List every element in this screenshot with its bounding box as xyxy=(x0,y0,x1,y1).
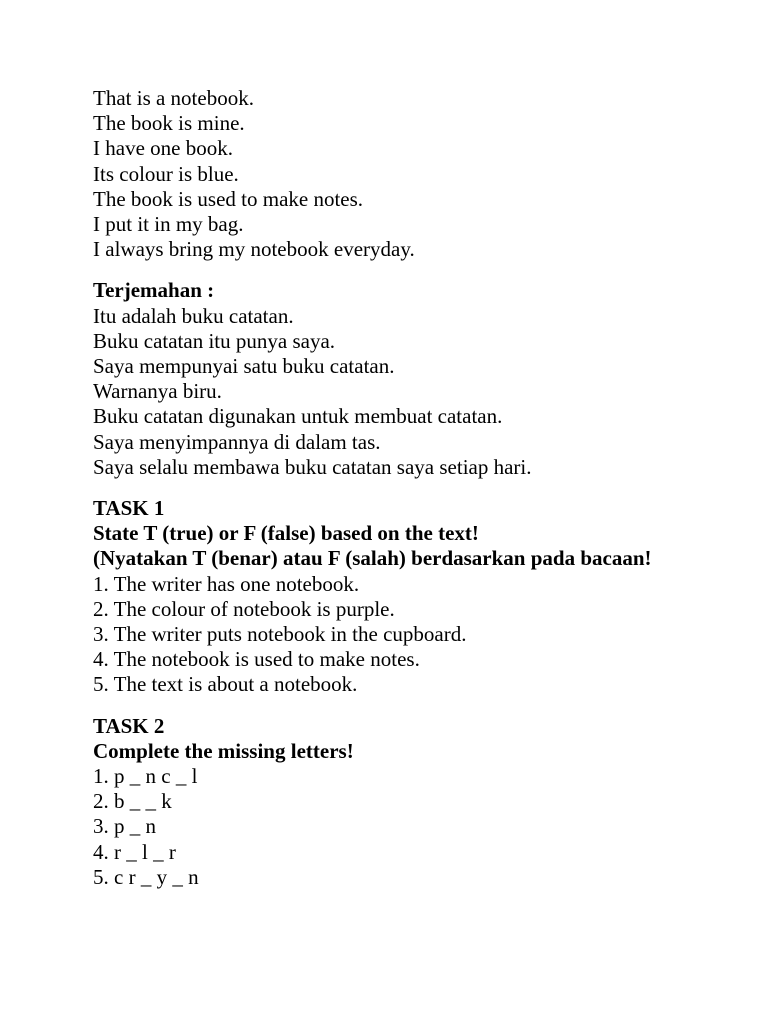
translation-heading: Terjemahan : xyxy=(93,278,215,303)
reading-text xyxy=(93,86,693,262)
task2-item: 3. p _ n xyxy=(93,814,156,839)
task2-section xyxy=(93,714,693,890)
task1-item: 4. The notebook is used to make notes. xyxy=(93,647,420,672)
task1-item: 3. The writer puts notebook in the cupboard. xyxy=(93,622,467,647)
reading-line: The book is used to make notes. xyxy=(93,186,364,211)
task1-item: 2. The colour of notebook is purple. xyxy=(93,596,395,621)
task1-instruction-translation: (Nyatakan T (benar) atau F (salah) berdasarkan pada bacaan! xyxy=(93,546,652,571)
task2-item: 2. b _ _ k xyxy=(93,789,172,814)
reading-line: I always bring my notebook everyday. xyxy=(93,237,415,262)
task1-item: 5. The text is about a notebook. xyxy=(93,672,358,697)
translation-section xyxy=(93,278,693,480)
translation-line: Itu adalah buku catatan. xyxy=(93,303,294,328)
task1-item: 1. The writer has one notebook. xyxy=(93,571,360,596)
translation-line: Saya mempunyai satu buku catatan. xyxy=(93,354,395,379)
task1-section xyxy=(93,496,693,698)
task1-title: TASK 1 xyxy=(93,496,165,521)
translation-line: Warnanya biru. xyxy=(93,379,222,404)
reading-line: I have one book. xyxy=(93,136,233,161)
reading-line: I put it in my bag. xyxy=(93,212,244,237)
translation-line: Saya menyimpannya di dalam tas. xyxy=(93,429,381,454)
reading-line: Its colour is blue. xyxy=(93,161,239,186)
task1-instruction: State T (true) or F (false) based on the text! xyxy=(93,521,479,546)
reading-line: That is a notebook. xyxy=(93,86,254,110)
task2-title: TASK 2 xyxy=(93,713,165,738)
document-page xyxy=(93,86,693,890)
section-gap xyxy=(93,698,693,714)
translation-line: Buku catatan itu punya saya. xyxy=(93,328,336,353)
task2-instruction: Complete the missing letters! xyxy=(93,738,354,763)
task2-item: 1. p _ n c _ l xyxy=(93,764,198,789)
task2-item: 4. r _ l _ r xyxy=(93,839,176,864)
task2-item: 5. c r _ y _ n xyxy=(93,864,199,889)
translation-line: Saya selalu membawa buku catatan saya setiap hari. xyxy=(93,454,532,479)
reading-line: The book is mine. xyxy=(93,111,245,136)
translation-line: Buku catatan digunakan untuk membuat catatan. xyxy=(93,404,503,429)
section-gap xyxy=(93,262,693,278)
section-gap xyxy=(93,480,693,496)
